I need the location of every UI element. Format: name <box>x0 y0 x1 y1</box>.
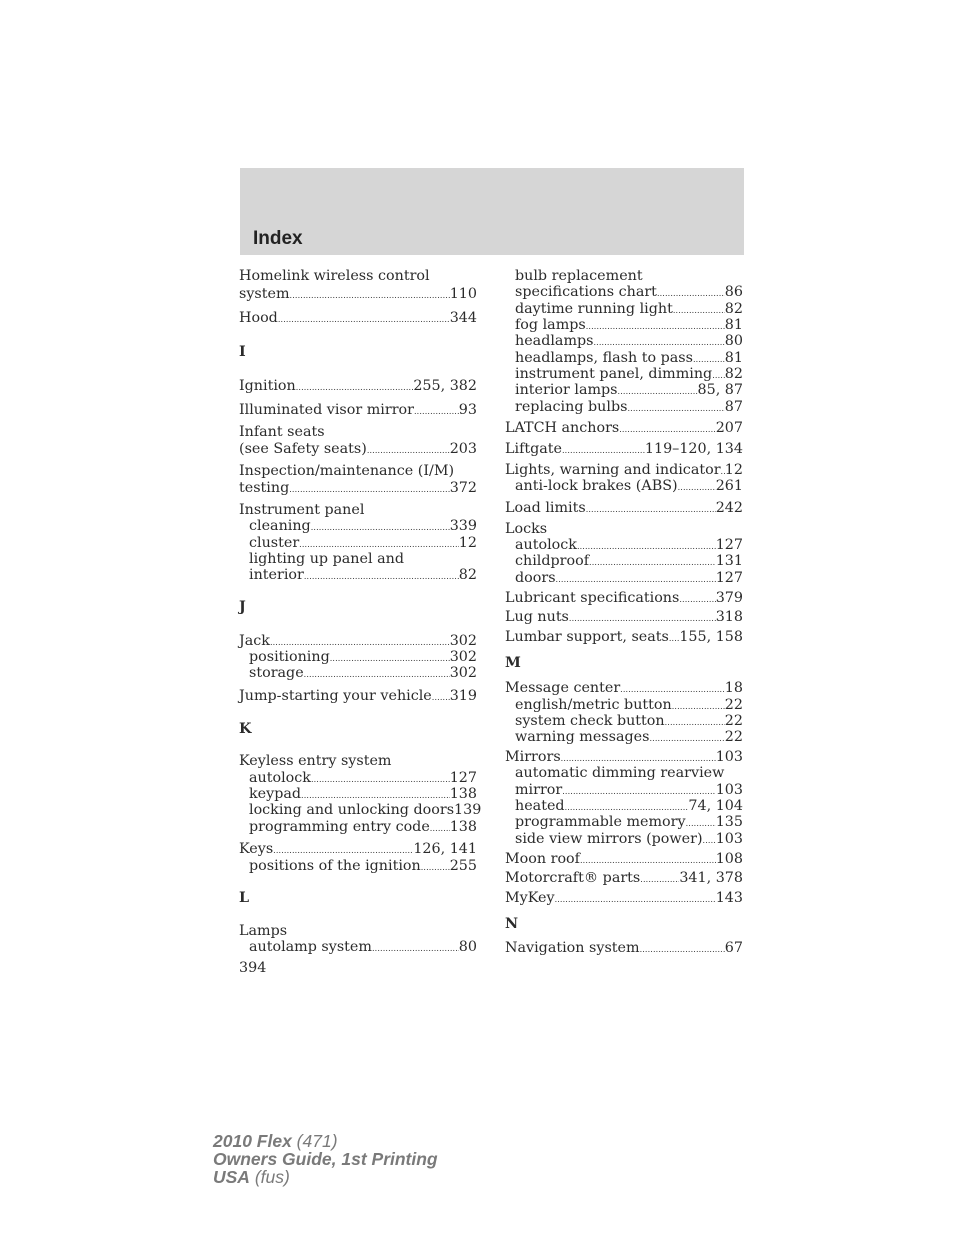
entry-label: interior <box>249 567 304 583</box>
index-entry <box>505 462 743 479</box>
index-subentry <box>515 537 743 554</box>
index-entry <box>505 749 743 766</box>
index-subentry <box>515 831 743 848</box>
index-subentry <box>515 366 743 383</box>
entry-label: headlamps <box>515 333 594 349</box>
entry-page-reference: 207 <box>715 420 743 436</box>
entry-page-reference: 131 <box>715 553 743 569</box>
index-entry-heading <box>239 753 477 770</box>
index-entry-heading <box>239 268 477 285</box>
index-subentry <box>515 478 743 495</box>
entry-label: system check button <box>515 713 665 729</box>
dot-leader <box>618 382 698 400</box>
index-subentry <box>515 350 743 367</box>
entry-label: fog lamps <box>515 317 586 333</box>
entry-page-reference: 22 <box>724 697 743 713</box>
index-letter-heading: N <box>505 916 519 932</box>
dot-leader <box>278 310 450 328</box>
index-header-band <box>240 168 744 255</box>
dot-leader <box>589 553 716 571</box>
dot-leader <box>679 590 715 608</box>
dot-leader <box>556 570 716 588</box>
entry-page-reference: 81 <box>724 317 743 333</box>
entry-page-reference: 203 <box>449 441 477 457</box>
index-subentry <box>515 782 743 799</box>
entry-page-reference: 12 <box>724 462 743 478</box>
entry-page-reference: 255, 382 <box>413 378 477 394</box>
dot-leader <box>296 378 414 396</box>
entry-label: Ignition <box>239 378 296 394</box>
entry-page-reference: 103 <box>715 831 743 847</box>
index-entry <box>505 420 743 437</box>
footer-model: 2010 Flex <box>213 1131 292 1151</box>
entry-label: Load limits <box>505 500 586 516</box>
entry-label: childproof <box>515 553 590 569</box>
entry-page-reference: 119–120, 134 <box>644 441 743 457</box>
entry-page-reference: 18 <box>724 680 743 696</box>
index-entry <box>505 870 743 887</box>
index-entry <box>505 590 743 607</box>
index-entry-heading <box>515 765 743 782</box>
index-subentry <box>515 570 743 587</box>
page-number: 394 <box>239 960 267 976</box>
entry-label: programming entry code <box>249 819 430 835</box>
index-subentry <box>515 284 743 301</box>
dot-leader <box>414 402 459 420</box>
entry-page-reference: 12 <box>458 535 477 551</box>
entry-page-reference: 86 <box>724 284 743 300</box>
entry-page-reference: 255 <box>449 858 477 874</box>
entry-label: Lumbar support, seats <box>505 629 669 645</box>
entry-page-reference: 135 <box>715 814 743 830</box>
dot-leader <box>562 441 645 459</box>
dot-leader <box>669 629 679 647</box>
index-entry <box>239 480 477 497</box>
entry-label: Jump-starting your vehicle <box>239 688 432 704</box>
entry-label: Locks <box>505 521 548 537</box>
entry-label: Motorcraft® parts <box>505 870 641 886</box>
entry-label: testing <box>239 480 290 496</box>
entry-page-reference: 87 <box>724 399 743 415</box>
entry-page-reference: 138 <box>449 786 477 802</box>
entry-page-reference: 81 <box>724 350 743 366</box>
entry-label: Jack <box>239 633 270 649</box>
footer-guide: Owners Guide, 1st Printing <box>213 1149 438 1169</box>
entry-label: anti-lock brakes (ABS) <box>515 478 678 494</box>
entry-page-reference: 341, 378 <box>679 870 743 886</box>
entry-page-reference: 126, 141 <box>413 841 477 857</box>
entry-label: Infant seats <box>239 424 325 440</box>
entry-page-reference: 143 <box>715 890 743 906</box>
dot-leader <box>430 819 450 837</box>
index-subentry <box>249 770 477 787</box>
entry-label: warning messages <box>515 729 650 745</box>
entry-page-reference: 319 <box>449 688 477 704</box>
index-subentry <box>515 798 743 815</box>
dot-leader <box>594 333 725 351</box>
entry-label: Instrument panel <box>239 502 365 518</box>
entry-label: Liftgate <box>505 441 562 457</box>
entry-label: lighting up panel and <box>249 551 404 567</box>
dot-leader <box>703 831 716 849</box>
dot-leader <box>367 441 450 459</box>
index-subentry <box>515 301 743 318</box>
entry-page-reference: 138 <box>449 819 477 835</box>
entry-page-reference: 67 <box>724 940 743 956</box>
entry-label: storage <box>249 665 304 681</box>
index-subentry <box>249 819 477 836</box>
entry-page-reference: 93 <box>458 402 477 418</box>
dot-leader <box>290 286 450 304</box>
entry-label: system <box>239 286 290 302</box>
index-subentry <box>249 786 477 803</box>
index-letter-heading: J <box>239 599 246 615</box>
page-title: Index <box>253 228 303 249</box>
entry-page-reference: 103 <box>715 749 743 765</box>
entry-label: Lug nuts <box>505 609 569 625</box>
entry-page-reference: 127 <box>715 537 743 553</box>
entry-page-reference: 110 <box>449 286 477 302</box>
dot-leader <box>421 858 450 876</box>
dot-leader <box>686 814 716 832</box>
entry-label: Lights, warning and indicator <box>505 462 721 478</box>
entry-label: Homelink wireless control <box>239 268 430 284</box>
entry-label: keypad <box>249 786 302 802</box>
entry-label: replacing bulbs <box>515 399 628 415</box>
entry-label: autolock <box>515 537 577 553</box>
entry-page-reference: 302 <box>449 633 477 649</box>
index-entry <box>505 940 743 957</box>
entry-page-reference: 22 <box>724 729 743 745</box>
entry-page-reference: 379 <box>715 590 743 606</box>
dot-leader <box>620 680 725 698</box>
index-letter-heading: L <box>239 890 250 906</box>
entry-label: Hood <box>239 310 278 326</box>
footer-market-code: (fus) <box>249 1167 290 1187</box>
index-subentry <box>249 665 477 682</box>
entry-label: instrument panel, dimming <box>515 366 713 382</box>
entry-label: daytime running light <box>515 301 673 317</box>
index-subentry <box>515 553 743 570</box>
dot-leader <box>580 851 716 869</box>
index-subentry <box>515 399 743 416</box>
entry-label: specifications chart <box>515 284 657 300</box>
dot-leader <box>311 518 450 536</box>
index-entry-heading <box>239 463 477 480</box>
index-entry <box>505 890 743 907</box>
entry-label: mirror <box>515 782 563 798</box>
entry-page-reference: 139 <box>454 802 482 818</box>
entry-page-reference: 318 <box>715 609 743 625</box>
entry-label: Message center <box>505 680 621 696</box>
index-subentry <box>249 858 477 875</box>
dot-leader <box>649 729 724 747</box>
index-subentry <box>249 535 477 552</box>
dot-leader <box>586 500 716 518</box>
dot-leader <box>627 399 724 417</box>
index-entry <box>505 441 743 458</box>
entry-page-reference: 82 <box>458 567 477 583</box>
entry-label: Navigation system <box>505 940 640 956</box>
index-entry <box>505 680 743 697</box>
dot-leader <box>640 870 679 888</box>
entry-label: (see Safety seats) <box>239 441 367 457</box>
entry-page-reference: 344 <box>449 310 477 326</box>
index-entry <box>505 500 743 517</box>
index-entry-heading <box>505 521 743 538</box>
entry-label: bulb replacement <box>515 268 643 284</box>
index-subentry <box>515 333 743 350</box>
index-entry <box>505 629 743 646</box>
index-entry <box>239 688 477 705</box>
entry-page-reference: 261 <box>715 478 743 494</box>
entry-label: doors <box>515 570 556 586</box>
entry-label: MyKey <box>505 890 555 906</box>
dot-leader <box>304 567 459 585</box>
entry-page-reference: 155, 158 <box>679 629 743 645</box>
index-entry <box>239 378 477 395</box>
dot-leader <box>304 665 450 683</box>
entry-label: headlamps, flash to pass <box>515 350 693 366</box>
index-entry <box>239 441 477 458</box>
index-subentry <box>515 729 743 746</box>
entry-label: locking and unlocking doors <box>249 802 455 818</box>
entry-page-reference: 127 <box>715 570 743 586</box>
entry-label: Moon roof <box>505 851 580 867</box>
footer-market: USA <box>213 1167 250 1187</box>
entry-page-reference: 103 <box>715 782 743 798</box>
dot-leader <box>640 940 725 958</box>
entry-page-reference: 242 <box>715 500 743 516</box>
index-entry-heading <box>239 502 477 519</box>
index-subentry <box>515 382 743 399</box>
dot-leader <box>372 939 459 957</box>
index-entry <box>239 286 477 303</box>
index-entry <box>505 851 743 868</box>
footer-model-code: (471) <box>291 1131 338 1151</box>
entry-page-reference: 22 <box>724 713 743 729</box>
dot-leader <box>678 478 716 496</box>
dot-leader <box>657 284 725 302</box>
index-subentry <box>515 713 743 730</box>
index-entry <box>505 609 743 626</box>
index-letter-heading: M <box>505 655 521 671</box>
index-subentry <box>515 814 743 831</box>
dot-leader <box>432 688 450 706</box>
entry-page-reference: 127 <box>449 770 477 786</box>
entry-page-reference: 82 <box>724 301 743 317</box>
index-entry-heading <box>239 923 477 940</box>
entry-label: heated <box>515 798 565 814</box>
index-entry-heading <box>515 268 743 285</box>
entry-label: Lamps <box>239 923 288 939</box>
entry-page-reference: 339 <box>449 518 477 534</box>
entry-label: Keyless entry system <box>239 753 392 769</box>
index-entry-heading <box>249 551 477 568</box>
dot-leader <box>619 420 715 438</box>
dot-leader <box>569 609 716 627</box>
index-subentry <box>249 802 482 819</box>
dot-leader <box>289 480 449 498</box>
entry-page-reference: 108 <box>715 851 743 867</box>
index-subentry <box>515 317 743 334</box>
dot-leader <box>273 841 413 859</box>
entry-page-reference: 302 <box>449 649 477 665</box>
index-entry-heading <box>239 424 477 441</box>
index-subentry <box>249 649 477 666</box>
entry-page-reference: 82 <box>724 366 743 382</box>
entry-page-reference: 80 <box>458 939 477 955</box>
index-letter-heading: K <box>239 721 252 737</box>
dot-leader <box>555 890 716 908</box>
entry-label: programmable memory <box>515 814 686 830</box>
index-letter-heading: I <box>239 344 246 360</box>
entry-label: autolock <box>249 770 311 786</box>
entry-label: LATCH anchors <box>505 420 620 436</box>
entry-label: Inspection/maintenance (I/M) <box>239 463 455 479</box>
entry-label: automatic dimming rearview <box>515 765 725 781</box>
entry-label: english/metric button <box>515 697 672 713</box>
entry-label: Illuminated visor mirror <box>239 402 414 418</box>
entry-label: Mirrors <box>505 749 561 765</box>
entry-label: side view mirrors (power) <box>515 831 703 847</box>
index-subentry <box>249 939 477 956</box>
entry-label: positioning <box>249 649 330 665</box>
index-entry <box>239 633 477 650</box>
index-subentry <box>249 567 477 584</box>
entry-page-reference: 74, 104 <box>688 798 743 814</box>
index-subentry <box>515 697 743 714</box>
entry-label: autolamp system <box>249 939 372 955</box>
entry-page-reference: 372 <box>449 480 477 496</box>
document-footer <box>213 1132 438 1186</box>
entry-page-reference: 80 <box>724 333 743 349</box>
entry-page-reference: 85, 87 <box>697 382 743 398</box>
entry-page-reference: 302 <box>449 665 477 681</box>
entry-label: positions of the ignition <box>249 858 421 874</box>
index-entry <box>239 841 477 858</box>
entry-label: Keys <box>239 841 274 857</box>
entry-label: cleaning <box>249 518 311 534</box>
entry-label: interior lamps <box>515 382 618 398</box>
entry-label: Lubricant specifications <box>505 590 680 606</box>
index-subentry <box>249 518 477 535</box>
entry-label: cluster <box>249 535 300 551</box>
index-entry <box>239 402 477 419</box>
index-entry <box>239 310 477 327</box>
